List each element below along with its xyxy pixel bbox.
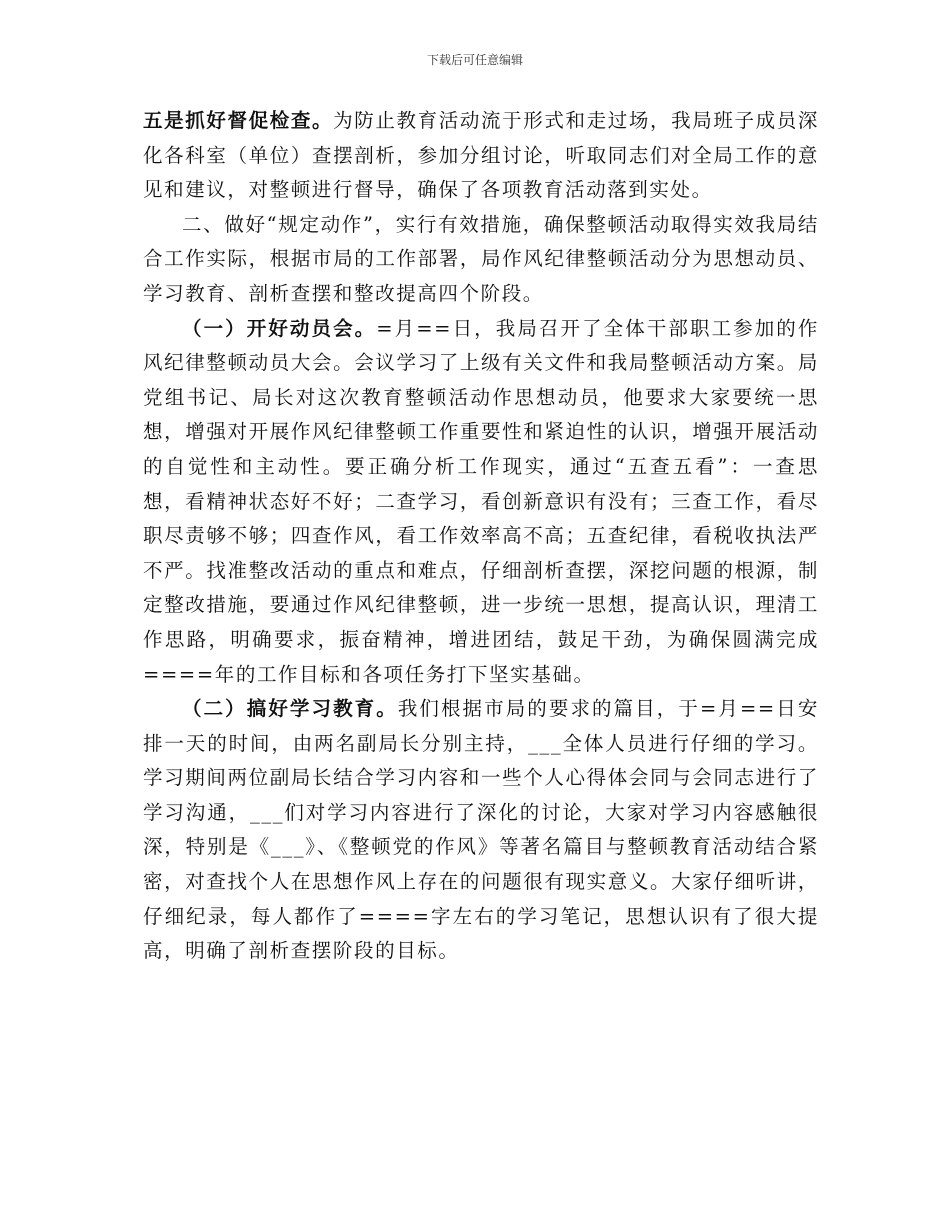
- paragraph-text: 为防止教育活动流于形式和走过场，我局班子成员深化各科室（单位）查摆剖析，参加分组讨论，听取同志们对全局工作的意见和建议，对整顿进行督导，确保了各项教育活动落到实处。: [143, 109, 819, 202]
- paragraph-heading: 五是抓好督促检查。: [143, 109, 334, 132]
- paragraph-text: 二、做好“规定动作”，实行有效措施，确保整顿活动取得实效我局结合工作实际，根据市局的工作部署，局作风纪律整顿活动分为思想动员、学习教育、剖析查摆和整改提高四个阶段。: [143, 212, 819, 305]
- paragraph-heading: （二）搞好学习教育。: [182, 697, 398, 721]
- paragraph-section-two: [143, 208, 819, 312]
- paragraph-study: [143, 692, 819, 969]
- paragraph-text: 我们根据市局的要求的篇目，于=月==日安排一天的时间，由两名副局长分别主持，___全体人员进行仔细的学习。学习期间两位副局长结合学习内容和一些个人心得体会同与会同志进行了学习沟通，___们对学习内容进行了深化的讨论，大家对学习内容感触很深，特别是《___》、《整顿党的作风》等著名篇目与整顿教育活动结合紧密，对查找个人在思想作风上存在的问题很有现实意义。大家仔细听讲，仔细纪录，每人都作了====字左右的学习笔记，思想认识有了很大提高，明确了剖析查摆阶段的目标。: [143, 697, 819, 963]
- paragraph-supervision: [143, 104, 819, 208]
- paragraph-text: =月==日，我局召开了全体干部职工参加的作风纪律整顿动员大会。会议学习了上级有关文件和我局整顿活动方案。局党组书记、局长对这次教育整顿活动作思想动员，他要求大家要统一思想，增强对开展作风纪律整顿工作重要性和紧迫性的认识，增强开展活动的自觉性和主动性。要正确分析工作现实，通过“五查五看”：一查思想，看精神状态好不好；二查学习，看创新意识有没有；三查工作，看尽职尽责够不够；四查作风，看工作效率高不高；五查纪律，看税收执法严不严。找准整改活动的重点和难点，仔细剖析查摆，深挖问题的根源，制定整改措施，要通过作风纪律整顿，进一步统一思想，提高认识，理清工作思路，明确要求，振奋精神，增进团结，鼓足干劲，为确保圆满完成====年的工作目标和各项任务打下坚实基础。: [143, 316, 819, 686]
- paragraph-mobilization: [143, 312, 819, 693]
- paragraph-heading: （一）开好动员会。: [182, 316, 377, 340]
- page-header: 下载后可任意编辑: [426, 53, 523, 67]
- document-body: [143, 104, 819, 969]
